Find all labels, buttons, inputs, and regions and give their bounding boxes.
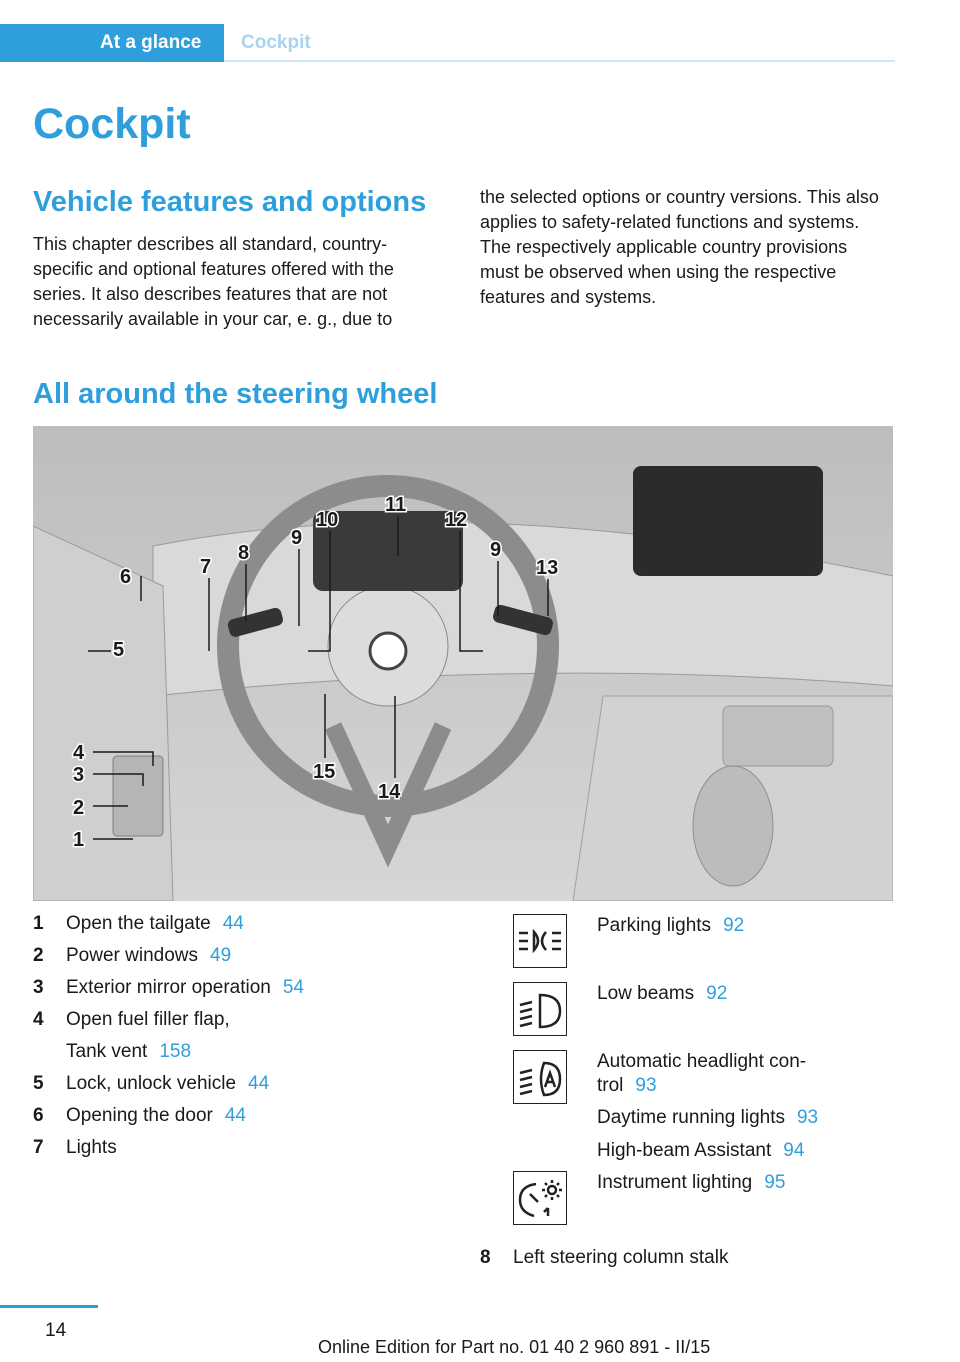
page-ref-link[interactable]: 92: [706, 983, 728, 1004]
callout-6: 6: [120, 566, 132, 588]
cockpit-illustration: [33, 426, 893, 901]
header-bar: [0, 24, 895, 62]
page-ref-link[interactable]: 158: [159, 1041, 192, 1062]
page-ref-link[interactable]: 54: [282, 977, 304, 998]
callout-4: 4: [73, 742, 85, 764]
page-ref-link[interactable]: 93: [635, 1075, 657, 1096]
callout-7: 7: [200, 556, 212, 578]
page-ref-link[interactable]: 44: [248, 1073, 270, 1094]
callout-2: 2: [73, 797, 85, 819]
footer-rule: [0, 1305, 98, 1308]
list-item: Low beams 92: [597, 983, 728, 1004]
list-item: Automatic headlight con-: [597, 1051, 807, 1072]
section-heading-vehicle-features: Vehicle features and options: [33, 186, 427, 218]
tab-cockpit[interactable]: Cockpit: [241, 32, 311, 53]
list-item: High-beam Assistant 94: [597, 1140, 805, 1161]
callout-9-right: 9: [490, 539, 502, 561]
callout-11: 11: [385, 494, 407, 516]
callout-13: 13: [536, 557, 559, 579]
page-number: 14: [45, 1320, 67, 1341]
parking-lights-icon: [513, 914, 567, 968]
callout-8: 8: [238, 542, 250, 564]
list-item: Daytime running lights 93: [597, 1107, 819, 1128]
callout-12: 12: [445, 509, 468, 531]
page-ref-link[interactable]: 44: [224, 1105, 246, 1126]
low-beams-icon: [513, 982, 567, 1036]
list-item: Parking lights 92: [597, 915, 745, 936]
callout-5: 5: [113, 639, 125, 661]
section-heading-steering-wheel: All around the steering wheel: [33, 378, 438, 410]
page-ref-link[interactable]: 44: [222, 913, 244, 934]
callout-9-left: 9: [291, 527, 303, 549]
tab-at-a-glance[interactable]: At a glance: [0, 24, 224, 62]
page-ref-link[interactable]: 92: [723, 915, 745, 936]
callout-15: 15: [313, 761, 336, 783]
list-item: trol 93: [597, 1075, 657, 1096]
edition-note: Online Edition for Part no. 01 40 2 960 891 - II/15: [318, 1337, 711, 1357]
instrument-lighting-icon: [513, 1171, 567, 1225]
page-title: Cockpit: [33, 100, 191, 148]
page-ref-link[interactable]: 95: [764, 1172, 786, 1193]
list-item: Instrument lighting 95: [597, 1172, 786, 1193]
page-ref-link[interactable]: 94: [783, 1140, 805, 1161]
callout-3: 3: [73, 764, 85, 786]
page-ref-link[interactable]: 49: [210, 945, 232, 966]
automatic-headlight-icon: [513, 1050, 567, 1104]
page-ref-link[interactable]: 93: [796, 1107, 819, 1128]
callout-10: 10: [316, 509, 339, 531]
callout-1: 1: [73, 829, 85, 851]
intro-column-2: the selected options or country versions. This also applies to safety-related functions and systems. The respectively applicable country provisions must be observed when using the respective features and systems.: [480, 187, 879, 307]
callout-14: 14: [378, 781, 401, 803]
intro-column-1: This chapter describes all standard, country-specific and optional features offered with the series. It also describes features that are not necessarily available in your car, e. g., due to: [33, 234, 394, 329]
